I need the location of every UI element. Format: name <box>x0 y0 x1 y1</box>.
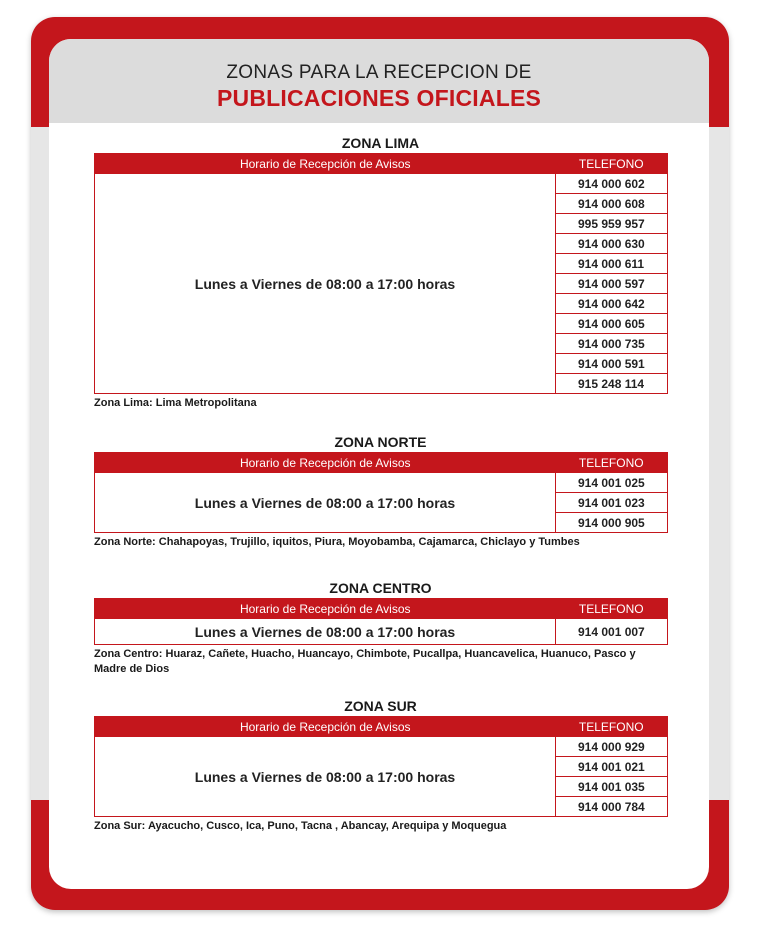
left-side-strip <box>31 127 51 800</box>
phone-header: TELEFONO <box>556 453 668 473</box>
phone-cell: 914 001 025 <box>556 473 668 493</box>
zone-note: Zona Centro: Huaraz, Cañete, Huacho, Huancayo, Chimbote, Pucallpa, Huancavelica, Huanuco, Pasco y Madre de Dios <box>94 648 636 675</box>
schedule-header: Horario de Recepción de Avisos <box>95 599 556 619</box>
zone-title: ZONA SUR <box>344 698 417 714</box>
phone-cell: 914 000 630 <box>556 234 668 254</box>
schedule-header: Horario de Recepción de Avisos <box>95 154 556 174</box>
zone-centro-section <box>94 578 667 677</box>
phone-cell: 915 248 114 <box>556 374 668 394</box>
phone-cell: 914 001 021 <box>556 757 668 777</box>
phone-cell: 914 000 591 <box>556 354 668 374</box>
zone-sur-section <box>94 696 667 834</box>
zone-table <box>94 452 668 533</box>
schedule-cell: Lunes a Viernes de 08:00 a 17:00 horas <box>95 619 556 645</box>
phone-cell: 914 001 007 <box>556 619 668 645</box>
phone-cell: 914 001 035 <box>556 777 668 797</box>
zone-norte-section <box>94 432 667 550</box>
schedule-header: Horario de Recepción de Avisos <box>95 717 556 737</box>
phone-cell: 914 000 605 <box>556 314 668 334</box>
phone-cell: 914 000 735 <box>556 334 668 354</box>
phone-cell: 914 000 905 <box>556 513 668 533</box>
schedule-cell: Lunes a Viernes de 08:00 a 17:00 horas <box>95 174 556 394</box>
schedule-cell: Lunes a Viernes de 08:00 a 17:00 horas <box>95 737 556 817</box>
zone-lima-section <box>94 133 667 411</box>
phone-cell: 914 000 608 <box>556 194 668 214</box>
zone-table <box>94 598 668 645</box>
schedule-header: Horario de Recepción de Avisos <box>95 453 556 473</box>
header-line-1: ZONAS PARA LA RECEPCION DE <box>226 62 532 83</box>
header-line-2: PUBLICACIONES OFICIALES <box>216 85 542 111</box>
phone-cell: 914 000 784 <box>556 797 668 817</box>
zone-note: Zona Norte: Chahapoyas, Trujillo, iquitos, Piura, Moyobamba, Cajamarca, Chiclayo y Tumbes <box>94 536 580 548</box>
phone-cell: 914 000 642 <box>556 294 668 314</box>
phone-header: TELEFONO <box>556 154 668 174</box>
schedule-cell: Lunes a Viernes de 08:00 a 17:00 horas <box>95 473 556 533</box>
content-card <box>49 39 709 889</box>
zone-title: ZONA CENTRO <box>329 580 432 596</box>
zone-note: Zona Lima: Lima Metropolitana <box>94 397 257 409</box>
phone-cell: 914 000 929 <box>556 737 668 757</box>
zone-table <box>94 153 668 394</box>
page-header <box>49 39 709 123</box>
phone-cell: 914 000 611 <box>556 254 668 274</box>
phone-header: TELEFONO <box>556 717 668 737</box>
zone-table <box>94 716 668 817</box>
phone-cell: 914 001 023 <box>556 493 668 513</box>
phone-cell: 995 959 957 <box>556 214 668 234</box>
zone-note: Zona Sur: Ayacucho, Cusco, Ica, Puno, Tacna , Abancay, Arequipa y Moquegua <box>94 820 507 832</box>
right-side-strip <box>709 127 729 800</box>
phone-header: TELEFONO <box>556 599 668 619</box>
zone-title: ZONA LIMA <box>341 135 420 151</box>
zone-title: ZONA NORTE <box>334 434 427 450</box>
phone-cell: 914 000 602 <box>556 174 668 194</box>
phone-cell: 914 000 597 <box>556 274 668 294</box>
